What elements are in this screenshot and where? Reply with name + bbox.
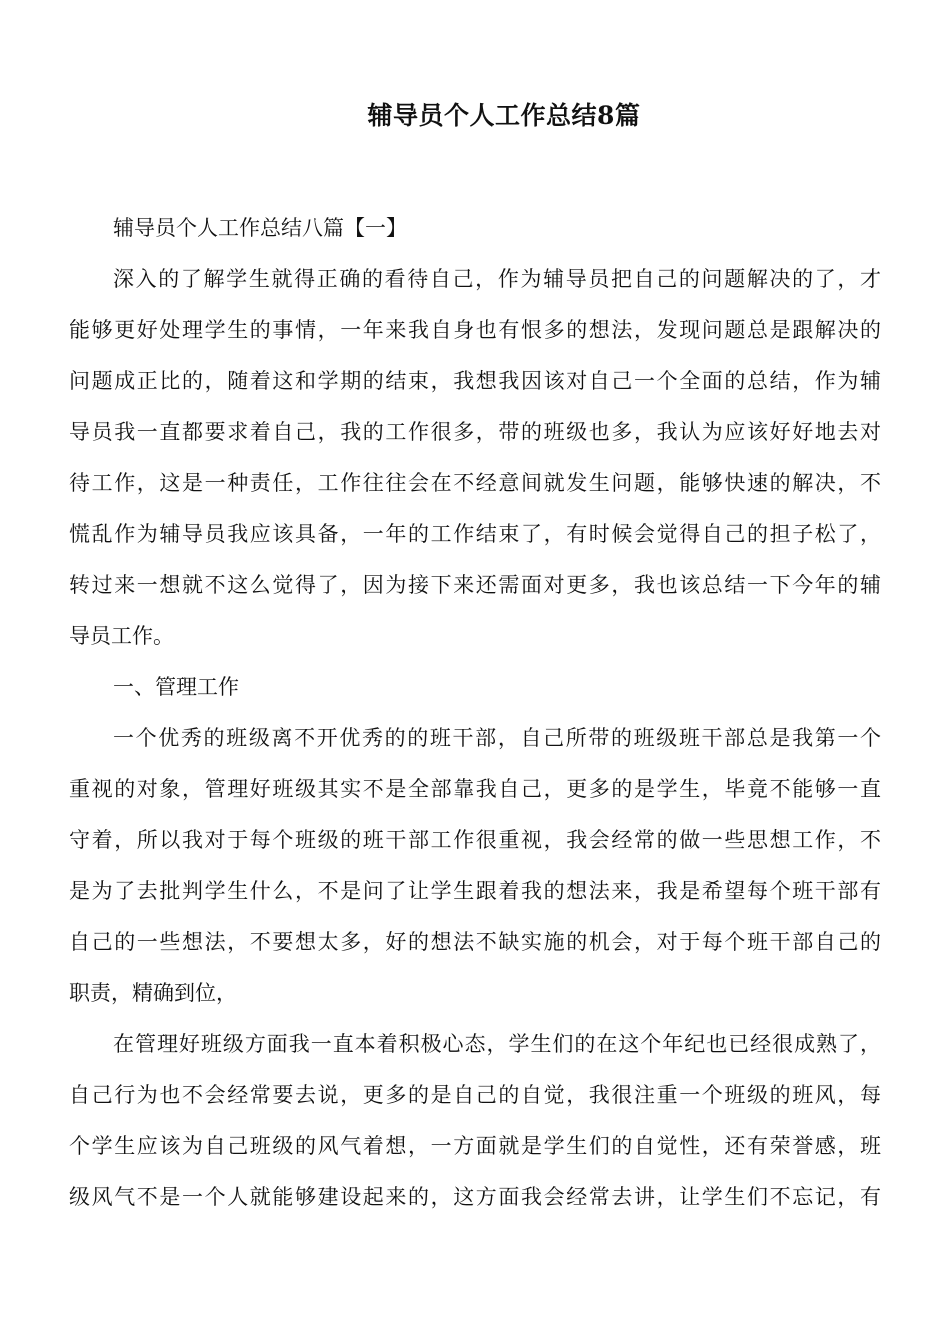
paragraph-line: 自己行为也不会经常要去说，更多的是自己的自觉，我很注重一个班级的班风，每 bbox=[69, 1083, 881, 1107]
paragraph-line: 问题成正比的，随着这和学期的结束，我想我因该对自己一个全面的总结，作为辅 bbox=[69, 369, 881, 393]
paragraph-1 bbox=[69, 257, 881, 665]
document-body bbox=[69, 206, 881, 1226]
paragraph-line: 导员工作。 bbox=[69, 624, 174, 648]
paragraph-line: 重视的对象，管理好班级其实不是全部靠我自己，更多的是学生，毕竟不能够一直 bbox=[69, 777, 881, 801]
subheading-management: 一、管理工作 bbox=[113, 675, 239, 699]
paragraph-line: 待工作，这是一种责任，工作往往会在不经意间就发生问题，能够快速的解决，不 bbox=[69, 471, 881, 495]
paragraph-line: 一个优秀的班级离不开优秀的的班干部，自己所带的班级班干部总是我第一个 bbox=[113, 726, 881, 750]
paragraph-2 bbox=[69, 716, 881, 1022]
paragraph-line: 个学生应该为自己班级的风气着想，一方面就是学生们的自觉性，还有荣誉感，班 bbox=[69, 1134, 881, 1158]
paragraph-line: 职责，精确到位， bbox=[69, 981, 237, 1005]
paragraph-3 bbox=[69, 1022, 881, 1226]
paragraph-line: 是为了去批判学生什么，不是问了让学生跟着我的想法来，我是希望每个班干部有 bbox=[69, 879, 881, 903]
paragraph-line: 导员我一直都要求着自己，我的工作很多，带的班级也多，我认为应该好好地去对 bbox=[69, 420, 881, 444]
paragraph-line: 在管理好班级方面我一直本着积极心态，学生们的在这个年纪也已经很成熟了， bbox=[113, 1032, 881, 1056]
paragraph-line: 自己的一些想法，不要想太多，好的想法不缺实施的机会，对于每个班干部自己的 bbox=[69, 930, 881, 954]
paragraph-line: 守着，所以我对于每个班级的班干部工作很重视，我会经常的做一些思想工作，不 bbox=[69, 828, 881, 852]
section-heading: 辅导员个人工作总结八篇【一】 bbox=[113, 216, 407, 240]
paragraph-line: 深入的了解学生就得正确的看待自己，作为辅导员把自己的问题解决的了，才 bbox=[113, 267, 881, 291]
paragraph-line: 能够更好处理学生的事情，一年来我自身也有恨多的想法，发现问题总是跟解决的 bbox=[69, 318, 881, 342]
document-title: 辅导员个人工作总结8篇 bbox=[367, 101, 641, 130]
paragraph-line: 慌乱作为辅导员我应该具备，一年的工作结束了，有时候会觉得自己的担子松了， bbox=[69, 522, 881, 546]
paragraph-line: 转过来一想就不这么觉得了，因为接下来还需面对更多，我也该总结一下今年的辅 bbox=[69, 573, 881, 597]
paragraph-line: 级风气不是一个人就能够建设起来的，这方面我会经常去讲，让学生们不忘记，有 bbox=[69, 1185, 881, 1209]
